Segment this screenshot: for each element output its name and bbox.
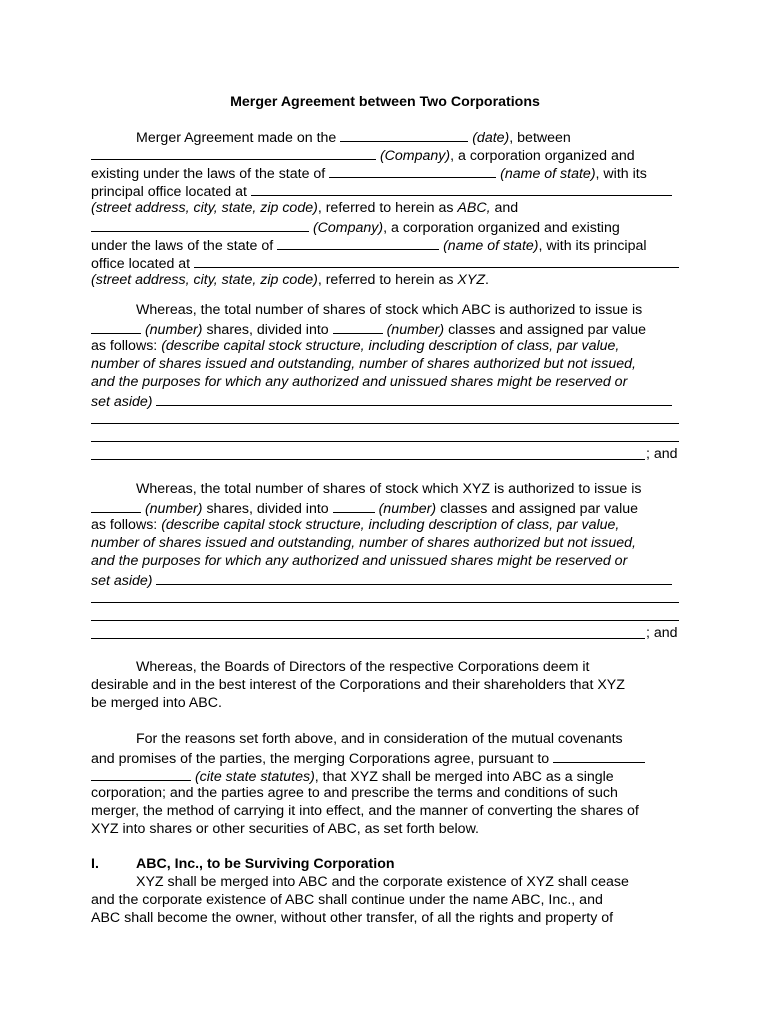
fill-in-blank[interactable]: [91, 766, 191, 781]
text-segment: as follows:: [91, 517, 162, 533]
fill-in-blank[interactable]: [333, 498, 375, 513]
text-line: [91, 445, 681, 463]
document-title: Merger Agreement between Two Corporations: [230, 94, 540, 110]
text-segment: (describe capital stock structure, including description of class, par value,: [161, 517, 620, 533]
text-segment: .: [485, 272, 489, 288]
text-line: [91, 391, 681, 409]
text-segment: existing under the laws of the state of: [91, 166, 330, 182]
text-segment: (number): [141, 322, 203, 338]
fill-in-blank[interactable]: [91, 319, 141, 334]
text-line: [91, 301, 681, 319]
text-line: [91, 802, 681, 820]
text-line: [91, 766, 681, 784]
text-segment: (name of state): [496, 166, 596, 182]
text-line: [91, 784, 681, 802]
text-line: [91, 606, 681, 624]
section-heading-text: ABC, Inc., to be Surviving Corporation: [136, 856, 395, 872]
text-segment: (number): [141, 501, 203, 517]
fill-in-blank[interactable]: [91, 498, 141, 513]
text-line: [91, 873, 681, 891]
text-segment: Whereas, the total number of shares of stock which ABC is authorized to issue is: [136, 302, 643, 318]
text-segment: (number): [374, 501, 437, 517]
text-segment: office located at: [91, 256, 195, 272]
text-line: [91, 534, 681, 552]
text-segment: classes and assigned par value: [436, 501, 639, 517]
text-line: [91, 588, 681, 606]
fill-in-blank[interactable]: [553, 748, 645, 763]
text-line: [91, 217, 681, 235]
text-line: [91, 319, 681, 337]
text-line: [91, 163, 681, 181]
text-line: [91, 516, 681, 534]
section-heading-text: I.: [91, 856, 99, 872]
text-segment: Whereas, the Boards of Directors of the respective Corporations deem it: [136, 659, 590, 675]
text-line: [91, 199, 681, 217]
text-segment: (Company): [309, 220, 384, 236]
fill-in-blank[interactable]: [329, 163, 496, 178]
text-segment: , a corporation organized and: [450, 148, 635, 164]
fill-in-line[interactable]: [91, 409, 679, 424]
text-line: [91, 730, 681, 748]
text-segment: ; and: [646, 446, 678, 462]
text-segment: , referred to herein as: [317, 200, 458, 216]
text-line: [91, 855, 681, 873]
text-segment: , between: [509, 130, 571, 146]
text-segment: , referred to herein as: [317, 272, 458, 288]
fill-in-blank[interactable]: [91, 217, 309, 232]
text-line: [91, 909, 681, 927]
text-segment: as follows:: [91, 338, 162, 354]
fill-in-line[interactable]: [91, 445, 645, 460]
text-segment: number of shares issued and outstanding, number of shares authorized but not issued,: [91, 356, 636, 372]
text-segment: (street address, city, state, zip code): [91, 272, 318, 288]
text-segment: , with its: [595, 166, 647, 182]
fill-in-line[interactable]: [91, 588, 679, 603]
fill-in-blank[interactable]: [333, 319, 383, 334]
text-line: [91, 498, 681, 516]
text-line: [91, 624, 681, 642]
text-segment: principal office located at: [91, 184, 251, 200]
text-segment: (describe capital stock structure, including description of class, par value,: [161, 338, 620, 354]
text-segment: under the laws of the state of: [91, 238, 278, 254]
text-segment: ABC shall become the owner, without other transfer, of all the rights and property of: [91, 910, 614, 926]
text-line: [91, 337, 681, 355]
fill-in-line[interactable]: [156, 570, 672, 585]
text-segment: (cite state statutes): [191, 769, 315, 785]
text-line: [91, 694, 681, 712]
text-segment: and promises of the parties, the merging Corporations agree, pursuant to: [91, 751, 554, 767]
text-line: [91, 748, 681, 766]
fill-in-line[interactable]: [91, 624, 645, 639]
text-segment: be merged into ABC.: [91, 695, 222, 711]
fill-in-line[interactable]: [156, 391, 672, 406]
text-line: [91, 570, 681, 588]
text-line: [91, 373, 681, 391]
text-line: [91, 253, 681, 271]
fill-in-line[interactable]: [91, 606, 679, 621]
text-segment: Whereas, the total number of shares of stock which XYZ is authorized to issue is: [136, 481, 642, 497]
text-line: [91, 355, 681, 373]
fill-in-line[interactable]: [251, 181, 672, 196]
text-segment: and the purposes for which any authorized and unissued shares might be reserved or: [91, 374, 628, 390]
text-segment: set aside): [91, 394, 153, 410]
text-line: [91, 235, 681, 253]
text-segment: (Company): [376, 148, 451, 164]
text-line: [91, 271, 681, 289]
text-line: [91, 552, 681, 570]
text-segment: (number): [382, 322, 445, 338]
text-line: [91, 127, 681, 145]
text-segment: number of shares issued and outstanding, number of shares authorized but not issued,: [91, 535, 636, 551]
text-segment: (name of state): [439, 238, 539, 254]
text-segment: and: [490, 200, 519, 216]
text-line: [91, 480, 681, 498]
text-segment: and the corporate existence of ABC shall continue under the name ABC, Inc., and: [91, 892, 603, 908]
text-segment: merger, the method of carrying it into effect, and the manner of converting the shares of: [91, 803, 639, 819]
text-segment: (street address, city, state, zip code): [91, 200, 318, 216]
fill-in-line[interactable]: [91, 427, 679, 442]
text-segment: , a corporation organized and existing: [383, 220, 620, 236]
text-segment: XYZ: [457, 272, 486, 288]
fill-in-line[interactable]: [194, 253, 679, 268]
text-segment: shares, divided into: [202, 501, 333, 517]
text-segment: and the purposes for which any authorized and unissued shares might be reserved or: [91, 553, 628, 569]
text-line: [91, 891, 681, 909]
text-segment: corporation; and the parties agree to and prescribe the terms and conditions of such: [91, 785, 618, 801]
text-segment: classes and assigned par value: [444, 322, 647, 338]
text-segment: , that XYZ shall be merged into ABC as a single: [314, 769, 614, 785]
text-line: [91, 676, 681, 694]
text-line: [91, 658, 681, 676]
text-segment: set aside): [91, 573, 153, 589]
text-segment: desirable and in the best interest of the Corporations and their shareholders that XYZ: [91, 677, 625, 693]
text-segment: ; and: [646, 625, 678, 641]
text-segment: ABC,: [457, 200, 491, 216]
text-line: [91, 409, 681, 427]
text-segment: XYZ into shares or other securities of ABC, as set forth below.: [91, 821, 479, 837]
text-line: [91, 427, 681, 445]
fill-in-blank[interactable]: [277, 235, 439, 250]
text-segment: (date): [468, 130, 510, 146]
text-line: [91, 181, 681, 199]
text-segment: , with its principal: [538, 238, 647, 254]
text-line: [91, 820, 681, 838]
text-line: [91, 145, 681, 163]
text-segment: shares, divided into: [202, 322, 333, 338]
text-segment: For the reasons set forth above, and in consideration of the mutual covenants: [136, 731, 623, 747]
fill-in-blank[interactable]: [340, 127, 468, 142]
text-segment: XYZ shall be merged into ABC and the corporate existence of XYZ shall cease: [136, 874, 629, 890]
text-segment: Merger Agreement made on the: [136, 130, 341, 146]
fill-in-blank[interactable]: [91, 145, 376, 160]
